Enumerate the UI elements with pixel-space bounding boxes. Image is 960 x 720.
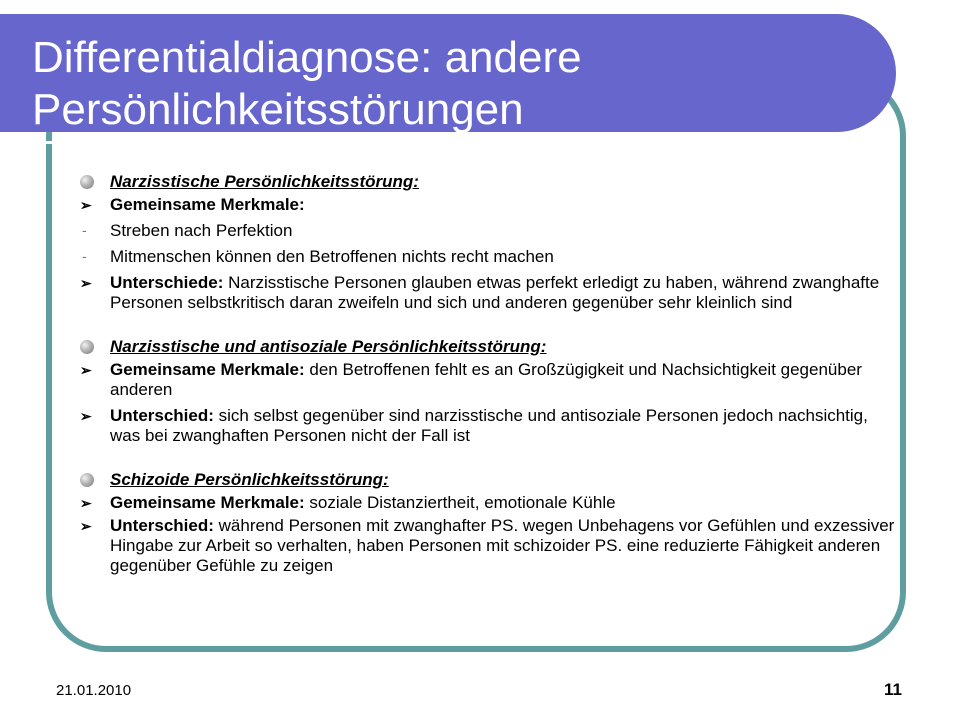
section-heading: Schizoide Persönlichkeitsstörung: <box>110 470 389 489</box>
differences-label: Unterschied: <box>110 516 219 535</box>
round-bullet-icon <box>76 337 100 357</box>
dash-bullet-icon: - <box>82 222 87 238</box>
title-underline <box>0 141 848 144</box>
common-features-label: Gemeinsame Merkmale: <box>110 493 310 512</box>
list-item <box>76 247 896 267</box>
arrow-bullet-icon: ➢ <box>80 495 92 511</box>
section-heading: Narzisstische und antisoziale Persönlichkeitsstörung: <box>110 337 547 356</box>
differences-text: während Personen mit zwanghafter PS. wegen Unbehagens vor Gefühlen und exzessiver Hingabe zur Arbeit so verhalten, haben Personen mit schizoider PS. eine reduzierte Fähigkeit anderen gegenüber Gefühle zu zeigen <box>110 516 895 575</box>
round-bullet-icon <box>76 470 100 490</box>
dash-bullet-icon: - <box>82 248 87 264</box>
common-features-row <box>76 195 896 215</box>
list-item-text: Streben nach Perfektion <box>110 221 293 240</box>
list-item <box>76 221 896 241</box>
round-bullet-icon <box>76 172 100 192</box>
section-heading-row <box>76 337 896 357</box>
arrow-bullet-icon: ➢ <box>80 197 92 213</box>
differences-row <box>76 406 896 446</box>
common-features-row <box>76 493 896 513</box>
section-schizoid <box>76 470 896 576</box>
differences-label: Unterschiede: <box>110 273 229 292</box>
section-heading: Narzisstische Persönlichkeitsstörung: <box>110 172 419 191</box>
arrow-bullet-icon: ➢ <box>80 275 92 291</box>
differences-row <box>76 273 896 313</box>
arrow-bullet-icon: ➢ <box>80 362 92 378</box>
arrow-bullet-icon: ➢ <box>80 408 92 424</box>
differences-text: Narzisstische Personen glauben etwas perfekt erledigt zu haben, während zwanghafte Personen selbstkritisch daran zweifeln und sich und anderen gegenüber sehr kleinlich sind <box>110 273 880 312</box>
common-features-label: Gemeinsame Merkmale: <box>110 360 310 379</box>
slide-content <box>76 172 896 600</box>
common-features-text: den Betroffenen fehlt es an Großzügigkeit und Nachsichtigkeit gegenüber anderen <box>110 360 862 399</box>
slide-title: Differentialdiagnose: andere Persönlichkeitsstörungen <box>32 33 582 134</box>
differences-row <box>76 516 896 576</box>
differences-text: sich selbst gegenüber sind narzisstische und antisoziale Personen jedoch nachsichtig, was bei zwanghaften Personen nicht der Fall ist <box>110 406 868 445</box>
section-narzisstisch <box>76 172 896 313</box>
common-features-label: Gemeinsame Merkmale: <box>110 195 305 214</box>
section-heading-row <box>76 470 896 490</box>
footer-date: 21.01.2010 <box>56 682 132 699</box>
title-banner <box>0 14 896 132</box>
differences-label: Unterschied: <box>110 406 219 425</box>
common-features-row <box>76 360 896 400</box>
common-features-text: soziale Distanziertheit, emotionale Kühle <box>309 493 616 512</box>
section-heading-row <box>76 172 896 192</box>
arrow-bullet-icon: ➢ <box>80 518 92 534</box>
list-item-text: Mitmenschen können den Betroffenen nichts recht machen <box>110 247 554 266</box>
section-narzisstisch-antisozial <box>76 337 896 446</box>
page-number: 11 <box>884 680 902 699</box>
